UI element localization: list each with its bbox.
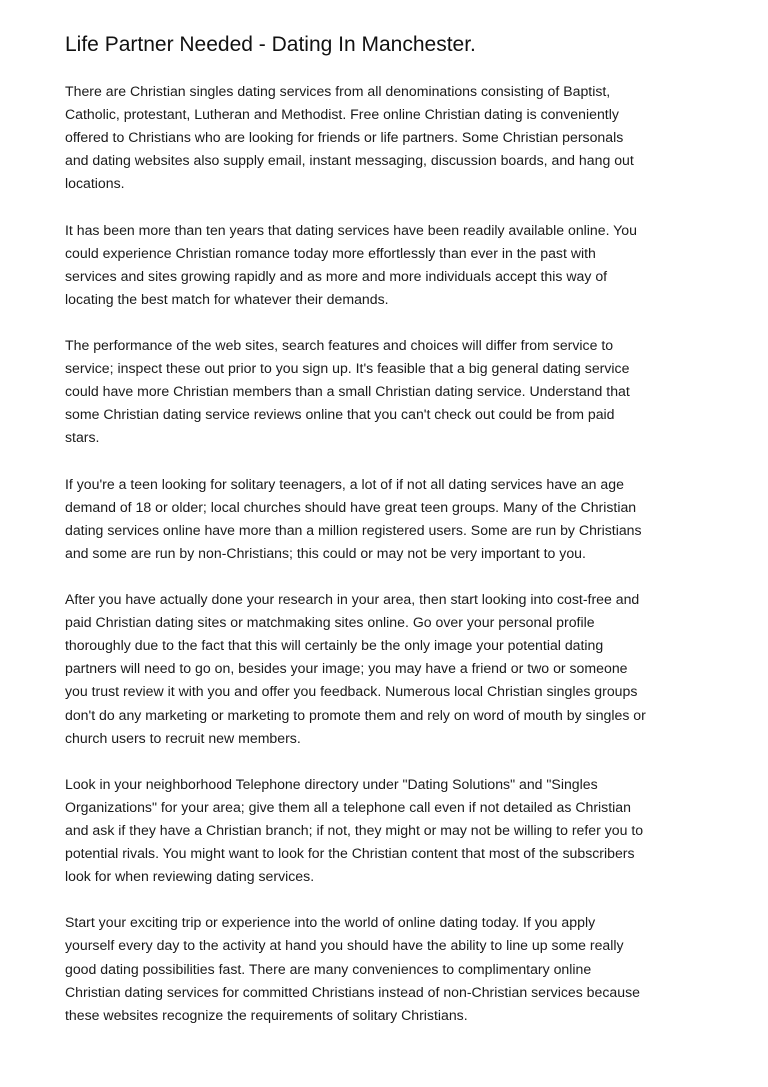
paragraph: Start your exciting trip or experience into the world of online dating today. If you apply yourself every day to the activity at hand you should have the ability to line up some really good dating possibilities fast. There are many conveniences to complimentary online Christian dating services for committed Christians instead of non-Christian services because these websites recognize the requirements of solitary Christians. (65, 914, 640, 1023)
document-page (65, 30, 715, 1027)
paragraph: If you're a teen looking for solitary teenagers, a lot of if not all dating services have an age demand of 18 or older; local churches should have great teen groups. Many of the Christian dating services online have more than a million registered users. Some are run by Christians and some are run by non-Christians; this could or may not be very important to you. (65, 475, 642, 561)
paragraph: It has been more than ten years that dating services have been readily available online. You could experience Christian romance today more effortlessly than ever in the past with services and sites growing rapidly and as more and more individuals accept this way of locating the best match for whatever their demands. (65, 221, 637, 307)
paragraph: After you have actually done your research in your area, then start looking into cost-free and paid Christian dating sites or matchmaking sites online. Go over your personal profile thoroughly due to the fact that this will certainly be the only image your potential dating partners will need to go on, besides your image; you may have a friend or two or someone you trust review it with you and offer you feedback. Numerous local Christian singles groups don't do any marketing or marketing to promote them and rely on word of mouth by singles or church users to recruit new members. (65, 591, 646, 746)
document-body (65, 80, 715, 1027)
paragraph: There are Christian singles dating services from all denominations consisting of Baptist, Catholic, protestant, Lutheran and Methodist. Free online Christian dating is conveniently offered to Christians who are looking for friends or life partners. Some Christian personals and dating websites also supply email, instant messaging, discussion boards, and hang out locations. (65, 83, 634, 192)
paragraph: The performance of the web sites, search features and choices will differ from service to service; inspect these out prior to you sign up. It's feasible that a big general dating service could have more Christian members than a small Christian dating service. Understand that some Christian dating service reviews online that you can't check out could be from paid stars. (65, 337, 630, 446)
paragraph: Look in your neighborhood Telephone directory under "Dating Solutions" and "Singles Organizations" for your area; give them all a telephone call even if not detailed as Christian and ask if they have a Christian branch; if not, they might or may not be willing to refer you to potential rivals. You might want to look for the Christian content that most of the subscribers look for when reviewing dating services. (65, 775, 644, 885)
page-title: Life Partner Needed - Dating In Manchester. (65, 33, 476, 56)
